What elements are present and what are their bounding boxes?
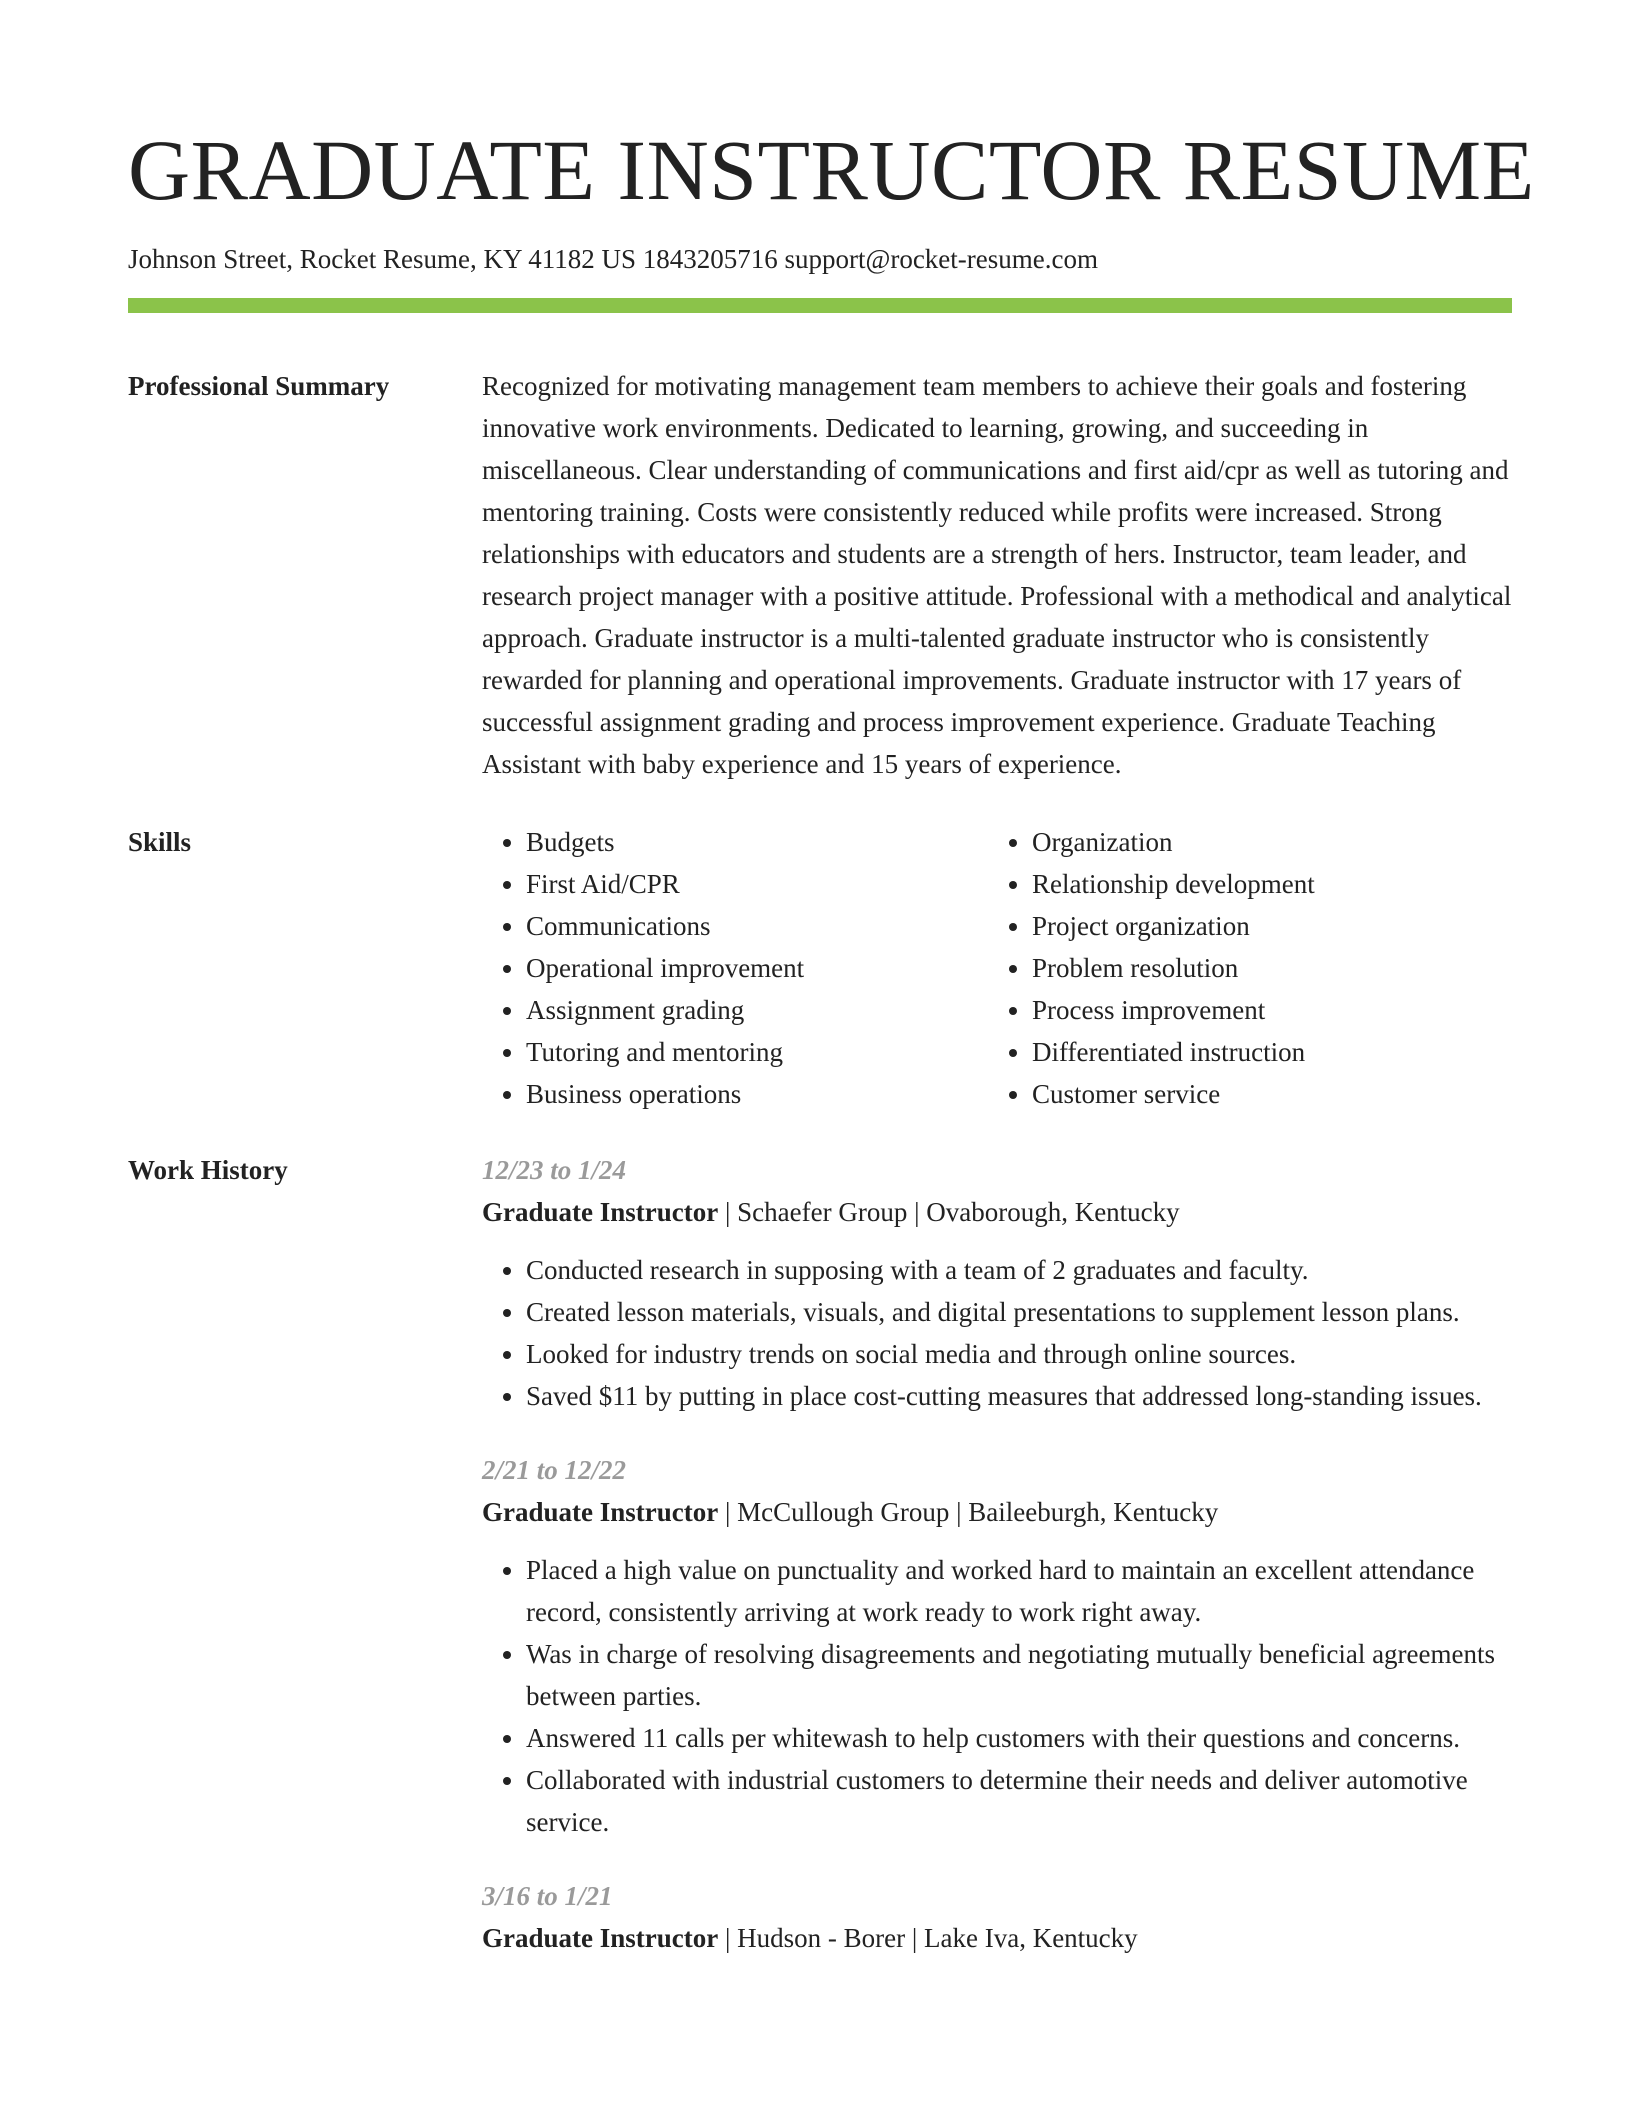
skill-item: • Customer service bbox=[1032, 1073, 1512, 1115]
job-bullet: • Placed a high value on punctuality and worked hard to maintain an excellent attendance record, consistently arriving at work ready to work right away. bbox=[526, 1549, 1512, 1633]
job-title: Graduate Instructor bbox=[482, 1923, 719, 1953]
job-details: | Hudson - Borer | Lake Iva, Kentucky bbox=[718, 1923, 1138, 1953]
skill-item: • Differentiated instruction bbox=[1032, 1031, 1512, 1073]
job-bullet: • Answered 11 calls per whitewash to help customers with their questions and concerns. bbox=[526, 1717, 1512, 1759]
job-dates: 2/21 to 12/22 bbox=[482, 1455, 627, 1485]
job-heading bbox=[482, 1191, 1512, 1233]
job-bullet: • Looked for industry trends on social media and through online sources. bbox=[526, 1333, 1512, 1375]
job-bullet: • Created lesson materials, visuals, and digital presentations to supplement lesson plans. bbox=[526, 1291, 1512, 1333]
summary-text: Recognized for motivating management team members to achieve their goals and fostering innovative work environments. Dedicated to learning, growing, and succeeding in miscellaneous. Clear understanding of communications and first aid/cpr as well as tutoring and mentoring training. Costs were consistently reduced while profits were increased. Strong relationships with educators and students are a strength of hers. Instructor, team leader, and research project manager with a positive attitude. Professional with a methodical and analytical approach. Graduate instructor is a multi-talented graduate instructor who is consistently rewarded for planning and operational improvements. Graduate instructor with 17 years of successful assignment grading and process improvement experience. Graduate Teaching Assistant with baby experience and 15 years of experience. bbox=[482, 371, 1512, 779]
job-entry bbox=[482, 1449, 1512, 1843]
skill-item: • Organization bbox=[1032, 821, 1512, 863]
skill-item: • Operational improvement bbox=[526, 947, 988, 989]
work-history-section bbox=[128, 1149, 1512, 1991]
professional-summary-section bbox=[128, 365, 1512, 785]
job-bullet: • Collaborated with industrial customers to determine their needs and deliver automotive service. bbox=[526, 1759, 1512, 1843]
job-entry bbox=[482, 1149, 1512, 1417]
skill-item: • Tutoring and mentoring bbox=[526, 1031, 988, 1073]
job-heading bbox=[482, 1491, 1512, 1533]
skill-item: • Budgets bbox=[526, 821, 988, 863]
job-title: Graduate Instructor bbox=[482, 1497, 719, 1527]
job-bullet-list bbox=[482, 1549, 1512, 1843]
skill-item: • Relationship development bbox=[1032, 863, 1512, 905]
skill-item: • Process improvement bbox=[1032, 989, 1512, 1031]
job-details: | McCullough Group | Baileeburgh, Kentucky bbox=[718, 1497, 1219, 1527]
job-entry bbox=[482, 1875, 1512, 1959]
summary-body bbox=[482, 365, 1512, 785]
job-heading bbox=[482, 1917, 1512, 1959]
skill-item: • Project organization bbox=[1032, 905, 1512, 947]
skill-item: • Business operations bbox=[526, 1073, 988, 1115]
job-bullet: • Was in charge of resolving disagreements and negotiating mutually beneficial agreements between parties. bbox=[526, 1633, 1512, 1717]
skill-item: • Communications bbox=[526, 905, 988, 947]
section-label-summary: Professional Summary bbox=[128, 371, 390, 401]
contact-line: Johnson Street, Rocket Resume, KY 41182 US 1843205716 support@rocket-resume.com bbox=[128, 244, 1098, 274]
skills-grid bbox=[482, 821, 1512, 1115]
skill-item: • First Aid/CPR bbox=[526, 863, 988, 905]
work-body bbox=[482, 1149, 1512, 1991]
skill-item: • Assignment grading bbox=[526, 989, 988, 1031]
resume-title: GRADUATE INSTRUCTOR RESUME bbox=[128, 122, 1535, 218]
job-details: | Schaefer Group | Ovaborough, Kentucky bbox=[718, 1197, 1180, 1227]
skills-list-right bbox=[988, 821, 1512, 1115]
accent-divider bbox=[128, 298, 1512, 313]
job-dates: 12/23 to 1/24 bbox=[482, 1155, 627, 1185]
section-label-work: Work History bbox=[128, 1155, 288, 1185]
job-bullet-list bbox=[482, 1249, 1512, 1417]
job-title: Graduate Instructor bbox=[482, 1197, 719, 1227]
skills-body bbox=[482, 821, 1512, 1115]
skills-list-left bbox=[482, 821, 988, 1115]
job-bullet: • Conducted research in supposing with a team of 2 graduates and faculty. bbox=[526, 1249, 1512, 1291]
skills-section bbox=[128, 821, 1512, 1115]
section-label-skills: Skills bbox=[128, 827, 192, 857]
job-dates: 3/16 to 1/21 bbox=[482, 1881, 613, 1911]
job-bullet: • Saved $11 by putting in place cost-cutting measures that addressed long-standing issues. bbox=[526, 1375, 1512, 1417]
skill-item: • Problem resolution bbox=[1032, 947, 1512, 989]
